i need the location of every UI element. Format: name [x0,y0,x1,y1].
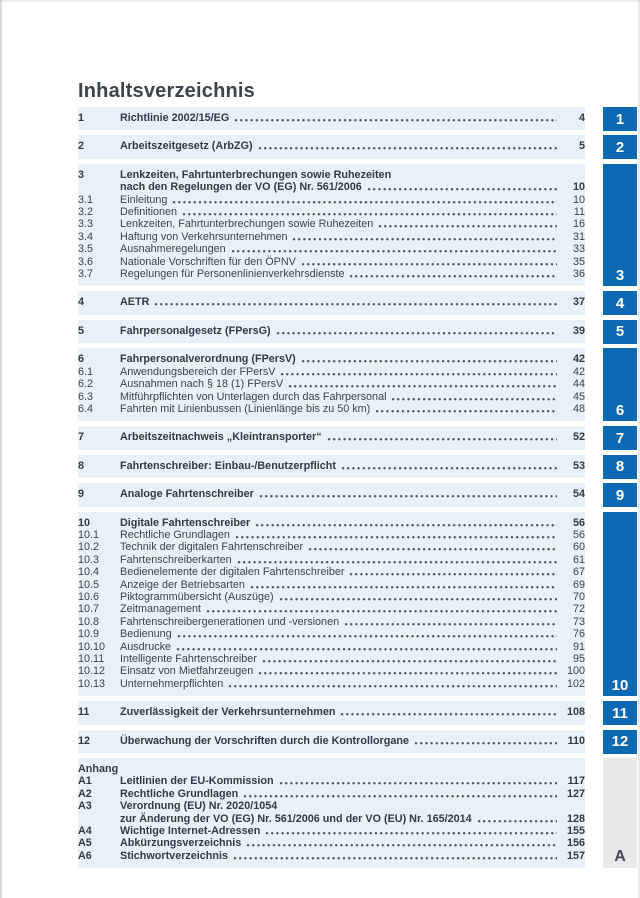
entry-label: Nationale Vorschriften für den ÖPNV [120,255,296,268]
entry-label: Unternehmerpflichten [120,677,224,690]
toc-group [78,107,585,130]
toc-group [78,455,585,478]
entry-label: Ausdrucke [120,640,172,653]
entry-label: Abkürzungsverzeichnis [120,837,242,850]
entry-label: Fahrpersonalgesetz (FPersG) [120,324,271,337]
entry-number: 5 [78,324,85,337]
toc-entry [78,296,585,308]
entry-number: A2 [78,787,92,800]
section-tab-7: 7 [603,426,637,450]
toc-entry [78,403,585,415]
toc-group [78,291,585,314]
toc-entry [78,529,585,541]
entry-page: 128 [566,812,585,825]
leader-dots [172,194,557,206]
toc-entry [78,678,585,690]
leader-dots [327,431,557,443]
entry-number: 10.11 [78,653,105,665]
leader-dots [341,460,557,472]
entry-label: Piktogrammübersicht (Auszüge) [120,590,274,603]
entry-label: Stichwortverzeichnis [120,849,229,862]
leader-dots [154,296,557,308]
section-tab-2: 2 [603,135,637,159]
entry-page: 56 [572,516,585,529]
toc-entry [78,378,585,390]
toc-entry [78,169,585,181]
entry-number: 3.3 [78,218,94,231]
toc-entry [78,488,585,500]
leader-dots [182,206,557,218]
entry-label: Fahrtenschreibergenerationen und -versionen [120,615,340,628]
toc-group [78,426,585,449]
leader-dots [378,218,557,230]
toc-entry [78,431,585,443]
toc-entry [78,616,585,628]
entry-page: 102 [566,677,585,690]
entry-label: Überwachung der Vorschriften durch die Kontrollorgane [120,734,409,747]
entry-label: Regelungen für Personenlinienverkehrsdienste [120,268,345,281]
toc-group [78,135,585,158]
entry-label: Lenkzeiten, Fahrtunterbrechungen sowie Ruhezeiten [120,218,374,231]
leader-dots [279,591,557,603]
section-tab-11: 11 [603,701,637,725]
entry-number: 3.5 [78,243,94,256]
entry-number: 10.3 [78,553,100,566]
entry-number: 3 [78,168,85,181]
entry-number: A3 [78,800,92,813]
leader-dots [375,403,557,415]
leader-dots [243,788,557,800]
entry-number: 6.1 [78,365,94,378]
entry-number: 9 [78,488,85,501]
section-tab-4: 4 [603,291,637,315]
toc-group [78,164,585,287]
leader-dots [344,616,557,628]
toc-group [78,758,585,868]
toc-entry [78,206,585,218]
toc-entry [78,460,585,472]
toc-entry [78,256,585,268]
entry-number: 10.13 [78,677,106,690]
leader-dots [262,653,557,665]
toc-group [78,483,585,506]
entry-label: Anzeige der Betriebsarten [120,578,245,591]
entry-number: 4 [78,296,85,309]
toc-list [78,107,585,873]
entry-page: 35 [572,255,585,268]
toc-entry [78,735,585,747]
entry-page: 10 [572,181,585,194]
entry-number: 3.7 [78,268,94,281]
toc-group [78,701,585,724]
toc-entry [78,837,585,849]
entry-page: 11 [573,206,585,219]
entry-label: Analoge Fahrtenschreiber [120,488,254,501]
leader-dots [477,813,557,825]
entry-page: 117 [567,775,585,788]
entry-page: 31 [572,230,585,243]
toc-entry [78,181,585,193]
entry-number: 2 [78,140,85,153]
entry-number: 12 [78,734,91,747]
entry-label: Einleitung [120,193,168,206]
entry-page: 100 [566,665,585,678]
entry-label: Wichtige Internet-Adressen [120,825,261,838]
toc-entry [78,800,585,812]
entry-number: 3.2 [78,206,94,219]
toc-entry [78,231,585,243]
toc-entry [78,566,585,578]
entry-number: 6.3 [78,390,94,403]
entry-label: Definitionen [120,206,178,219]
entry-page: 157 [566,849,585,862]
entry-label: Bedienung [120,628,172,641]
entry-number: 10.6 [78,590,100,603]
entry-number: 10.8 [78,615,100,628]
entry-label: Technik der digitalen Fahrtenschreiber [120,541,304,554]
entry-page: 156 [566,837,585,850]
entry-label: AETR [120,296,150,309]
toc-group [78,512,585,697]
entry-number: A4 [78,825,92,838]
toc-entry [78,194,585,206]
toc-entry [78,641,585,653]
entry-label: Fahrtenschreiberkarten [120,553,232,566]
toc-entry [78,366,585,378]
entry-number: 8 [78,459,85,472]
leader-dots [246,837,557,849]
toc-entry [78,603,585,615]
entry-page: 42 [572,365,585,378]
toc-entry [78,112,585,124]
toc-entry [78,653,585,665]
leader-dots [177,628,557,640]
entry-page: 39 [572,324,585,337]
leader-dots [265,825,557,837]
entry-number: A6 [78,849,92,862]
entry-number: 10 [78,516,91,529]
toc-entry [78,243,585,255]
entry-number: 3.4 [78,230,94,243]
toc-entry [78,541,585,553]
leader-dots [340,706,557,718]
leader-dots [280,366,557,378]
appendix-header: Anhang [78,763,119,776]
leader-dots [237,554,557,566]
toc-entry [78,268,585,280]
entry-page: 52 [572,431,585,444]
entry-label: Ausnahmeregelungen [120,243,226,256]
section-tab-A: A [603,758,637,868]
entry-label: Fahrtenschreiber: Einbau-/Benutzerpflicht [120,459,336,472]
scan-edge-left [0,0,3,898]
entry-page: 4 [578,112,585,124]
toc-entry [78,353,585,365]
entry-page: 37 [572,296,585,309]
toc-entry [78,591,585,603]
section-tab-10: 10 [603,512,637,697]
toc-entry [78,140,585,152]
entry-page: 67 [572,566,585,579]
entry-page: 127 [566,787,585,800]
toc-entry [78,706,585,718]
leader-dots [258,665,557,677]
section-tab-5: 5 [603,320,637,344]
entry-page: 110 [567,734,585,747]
leader-dots [301,353,557,365]
toc-entry [78,579,585,591]
entry-page: 155 [566,825,585,838]
leader-dots [391,391,557,403]
toc-entry [78,665,585,677]
entry-page: 76 [572,628,585,641]
section-tab-6: 6 [603,348,637,421]
entry-page: 60 [572,541,585,554]
entry-label: Zuverlässigkeit der Verkehrsunternehmen [120,706,336,719]
leader-dots [349,566,557,578]
entry-page: 33 [572,243,585,256]
toc-group [78,348,585,421]
entry-page: 73 [572,615,585,628]
leader-dots [176,641,557,653]
entry-number: 3.6 [78,255,94,268]
toc-entry [78,391,585,403]
entry-number: 6.2 [78,378,94,391]
entry-number: 10.1 [78,528,100,541]
leader-dots [367,181,557,193]
toc-entry [78,325,585,337]
entry-label: zur Änderung der VO (EG) Nr. 561/2006 und der VO (EU) Nr. 165/2014 [120,812,472,825]
entry-label: Rechtliche Grundlagen [120,528,230,541]
entry-label: nach den Regelungen der VO (EG) Nr. 561/2006 [120,181,362,194]
entry-page: 91 [572,640,585,653]
section-tab-12: 12 [603,730,637,754]
page-title: Inhaltsverzeichnis [78,80,255,102]
entry-label: Fahrten mit Linienbussen (Linienlänge bis zu 50 km) [120,402,371,415]
entry-page: 10 [572,193,585,206]
entry-page: 48 [572,402,585,415]
leader-dots [231,243,557,255]
entry-label: Intelligente Fahrtenschreiber [120,653,257,665]
entry-label: Zeitmanagement [120,603,202,616]
entry-label: Arbeitszeitnachweis „Kleintransporter“ [120,431,322,444]
entry-page: 95 [572,653,585,665]
entry-page: 45 [572,390,585,403]
entry-page: 5 [578,140,585,153]
toc-entry [78,554,585,566]
leader-dots [235,529,557,541]
toc-entry [78,218,585,230]
entry-number: 10.12 [78,665,106,678]
entry-label: Anwendungsbereich der FPersV [120,365,276,378]
entry-number: 10.7 [78,603,100,616]
entry-page: 44 [572,378,585,391]
entry-label: Verordnung (EU) Nr. 2020/1054 [120,800,278,813]
entry-label: Leitlinien der EU-Kommission [120,775,274,788]
entry-page: 54 [572,488,585,501]
toc-entry [78,628,585,640]
leader-dots [255,517,557,529]
leader-dots [292,231,557,243]
entry-label: Lenkzeiten, Fahrtunterbrechungen sowie Ruhezeiten [120,168,392,181]
leader-dots [250,579,557,591]
leader-dots [301,256,557,268]
section-tab-1: 1 [603,107,637,131]
toc-group [78,320,585,343]
toc-entry [78,813,585,825]
section-tab-8: 8 [603,455,637,479]
entry-label: Bedienelemente der digitalen Fahrtenschreiber [120,566,345,579]
entry-number: 6 [78,353,85,366]
leader-dots [349,268,557,280]
entry-label: Ausnahmen nach § 18 (1) FPersV [120,378,284,391]
entry-number: A5 [78,837,92,850]
toc-entry [78,825,585,837]
entry-page: 70 [572,590,585,603]
entry-number: 10.4 [78,566,100,579]
entry-number: 10.9 [78,628,100,641]
entry-number: 11 [78,706,90,719]
entry-page: 36 [572,268,585,281]
leader-dots [308,541,557,553]
leader-dots [258,140,557,152]
entry-number: 3.1 [78,193,94,206]
entry-page: 72 [572,603,585,616]
entry-page: 61 [572,553,585,566]
entry-page: 53 [572,459,585,472]
entry-number: 10.2 [78,541,100,554]
leader-dots [233,850,557,862]
entry-number: A1 [78,775,92,788]
entry-label: Rechtliche Grundlagen [120,787,239,800]
leader-dots [206,603,557,615]
entry-number: 1 [78,112,85,124]
entry-label: Richtlinie 2002/15/EG [120,112,230,124]
entry-page: 16 [572,218,585,231]
section-tab-9: 9 [603,483,637,507]
entry-label: Digitale Fahrtenschreiber [120,516,251,529]
scan-edge-top [0,0,640,2]
leader-dots [288,378,557,390]
entry-label: Einsatz von Mietfahrzeugen [120,665,254,678]
leader-dots [228,678,557,690]
toc-entry [78,775,585,787]
toc-entry [78,517,585,529]
entry-page: 56 [572,528,585,541]
entry-number: 10.5 [78,578,100,591]
entry-number: 7 [78,431,85,444]
entry-page: 108 [566,706,585,719]
toc-entry [78,763,585,775]
entry-page: 42 [572,353,585,366]
toc-group [78,730,585,753]
entry-number: 6.4 [78,402,94,415]
entry-page: 69 [572,578,585,591]
toc-entry [78,788,585,800]
entry-label: Fahrpersonalverordnung (FPersV) [120,353,296,366]
section-tab-3: 3 [603,164,637,287]
entry-label: Mitführpflichten von Unterlagen durch das Fahrpersonal [120,390,387,403]
entry-label: Haftung von Verkehrsunternehmen [120,230,288,243]
leader-dots [259,488,557,500]
leader-dots [414,735,557,747]
leader-dots [234,112,557,124]
toc-entry [78,850,585,862]
entry-label: Arbeitszeitgesetz (ArbZG) [120,140,253,153]
leader-dots [276,325,557,337]
entry-number: 10.10 [78,640,106,653]
leader-dots [279,775,557,787]
